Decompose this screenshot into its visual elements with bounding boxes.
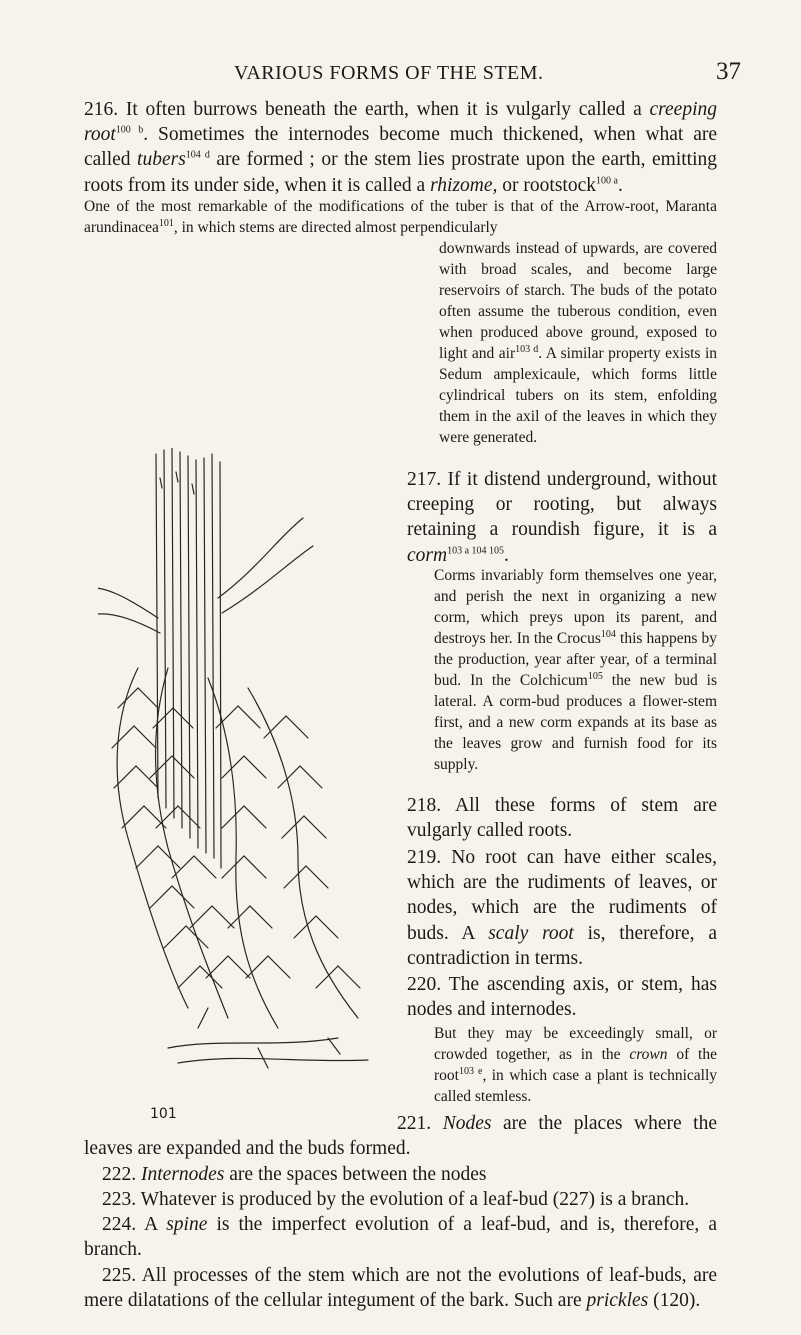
paragraph-221: 221. Nodes are the places where the leaves are expanded and the buds formed. [84,1113,718,1160]
paragraph-223: 223. Whatever is produced by the evolution of a leaf-bud (227) is a branch. [102,1189,690,1210]
paragraph-220: 220. The ascending axis, or stem, has nodes and internodes. [407,974,717,1021]
note-crown: But they may be exceedingly small, or crowded together, as in the crown of the root$^{103 e}$, in which case a plant is technically called stemless. [434,1025,717,1105]
paragraph-225: 225. All processes of the stem which are not the evolutions of leaf-buds, are mere dilatations of the cellular integument of the bark. Such are prickles (120). [84,1265,717,1312]
page-number: 37 [716,58,741,85]
paragraph-222: 222. Internodes are the spaces between the nodes [102,1164,487,1185]
note-arrowroot-top: One of the most remarkable of the modifications of the tuber is that of the Arrow-root, Maranta arundinacea$^{101}$, in which stems are directed almost perpendicularly [84,198,717,236]
note-arrowroot-cont: downwards instead of upwards, are covered with broad scales, and become large reservoirs of starch. The buds of the potato often assume the tuberous condition, even when produced above ground, exposed to light and air$^{103 d}$. A similar property exists in Sedum amplexicaule, which forms little cylindrical tubers on its stem, enfolding them in the axil of the leaves in which they were generated. [439,240,718,446]
arrowroot-illustration [98,448,398,1098]
paragraph-219: 219. No root can have either scales, which are the rudiments of leaves, or nodes, which are the rudiments of buds. A scaly root is, therefore, a contradiction in terms. [407,847,717,969]
paragraph-217: 217. If it distend underground, without creeping or rooting, but always retaining a roundish figure, it is a corm$^{103 a 104 105}$. [407,469,717,566]
chapter-title: VARIOUS FORMS OF THE STEM. [234,62,544,84]
paragraph-224: 224. A spine is the imperfect evolution of a leaf-bud, and is, therefore, a branch. [84,1214,717,1261]
note-corms: Corms invariably form themselves one year, and perish the next in organizing a new corm, which preys upon its parent, and destroys her. In the Crocus$^{104}$ this happens by the production, year after year, of a terminal bud. In the Colchicum$^{105}$ the new bud is lateral. A corm-bud produces a flower-stem first, and a new corm expands at its base as the leaves grow and furnish food for its supply. [434,567,718,773]
paragraph-216: 216. It often burrows beneath the earth, when it is vulgarly called a creeping root$^{100 b}$. Sometimes the internodes become much thickened, when what are called tubers$^{104 d}$ are formed ; or the stem lies prostrate upon the earth, emitting roots from its under side, when it is called a rhizome, or rootstock$^{100 a}$. [84,99,717,196]
running-header [0,54,801,88]
figure-number: 101 [150,1106,177,1122]
paragraph-218: 218. All these forms of stem are vulgarly called roots. [407,795,717,842]
